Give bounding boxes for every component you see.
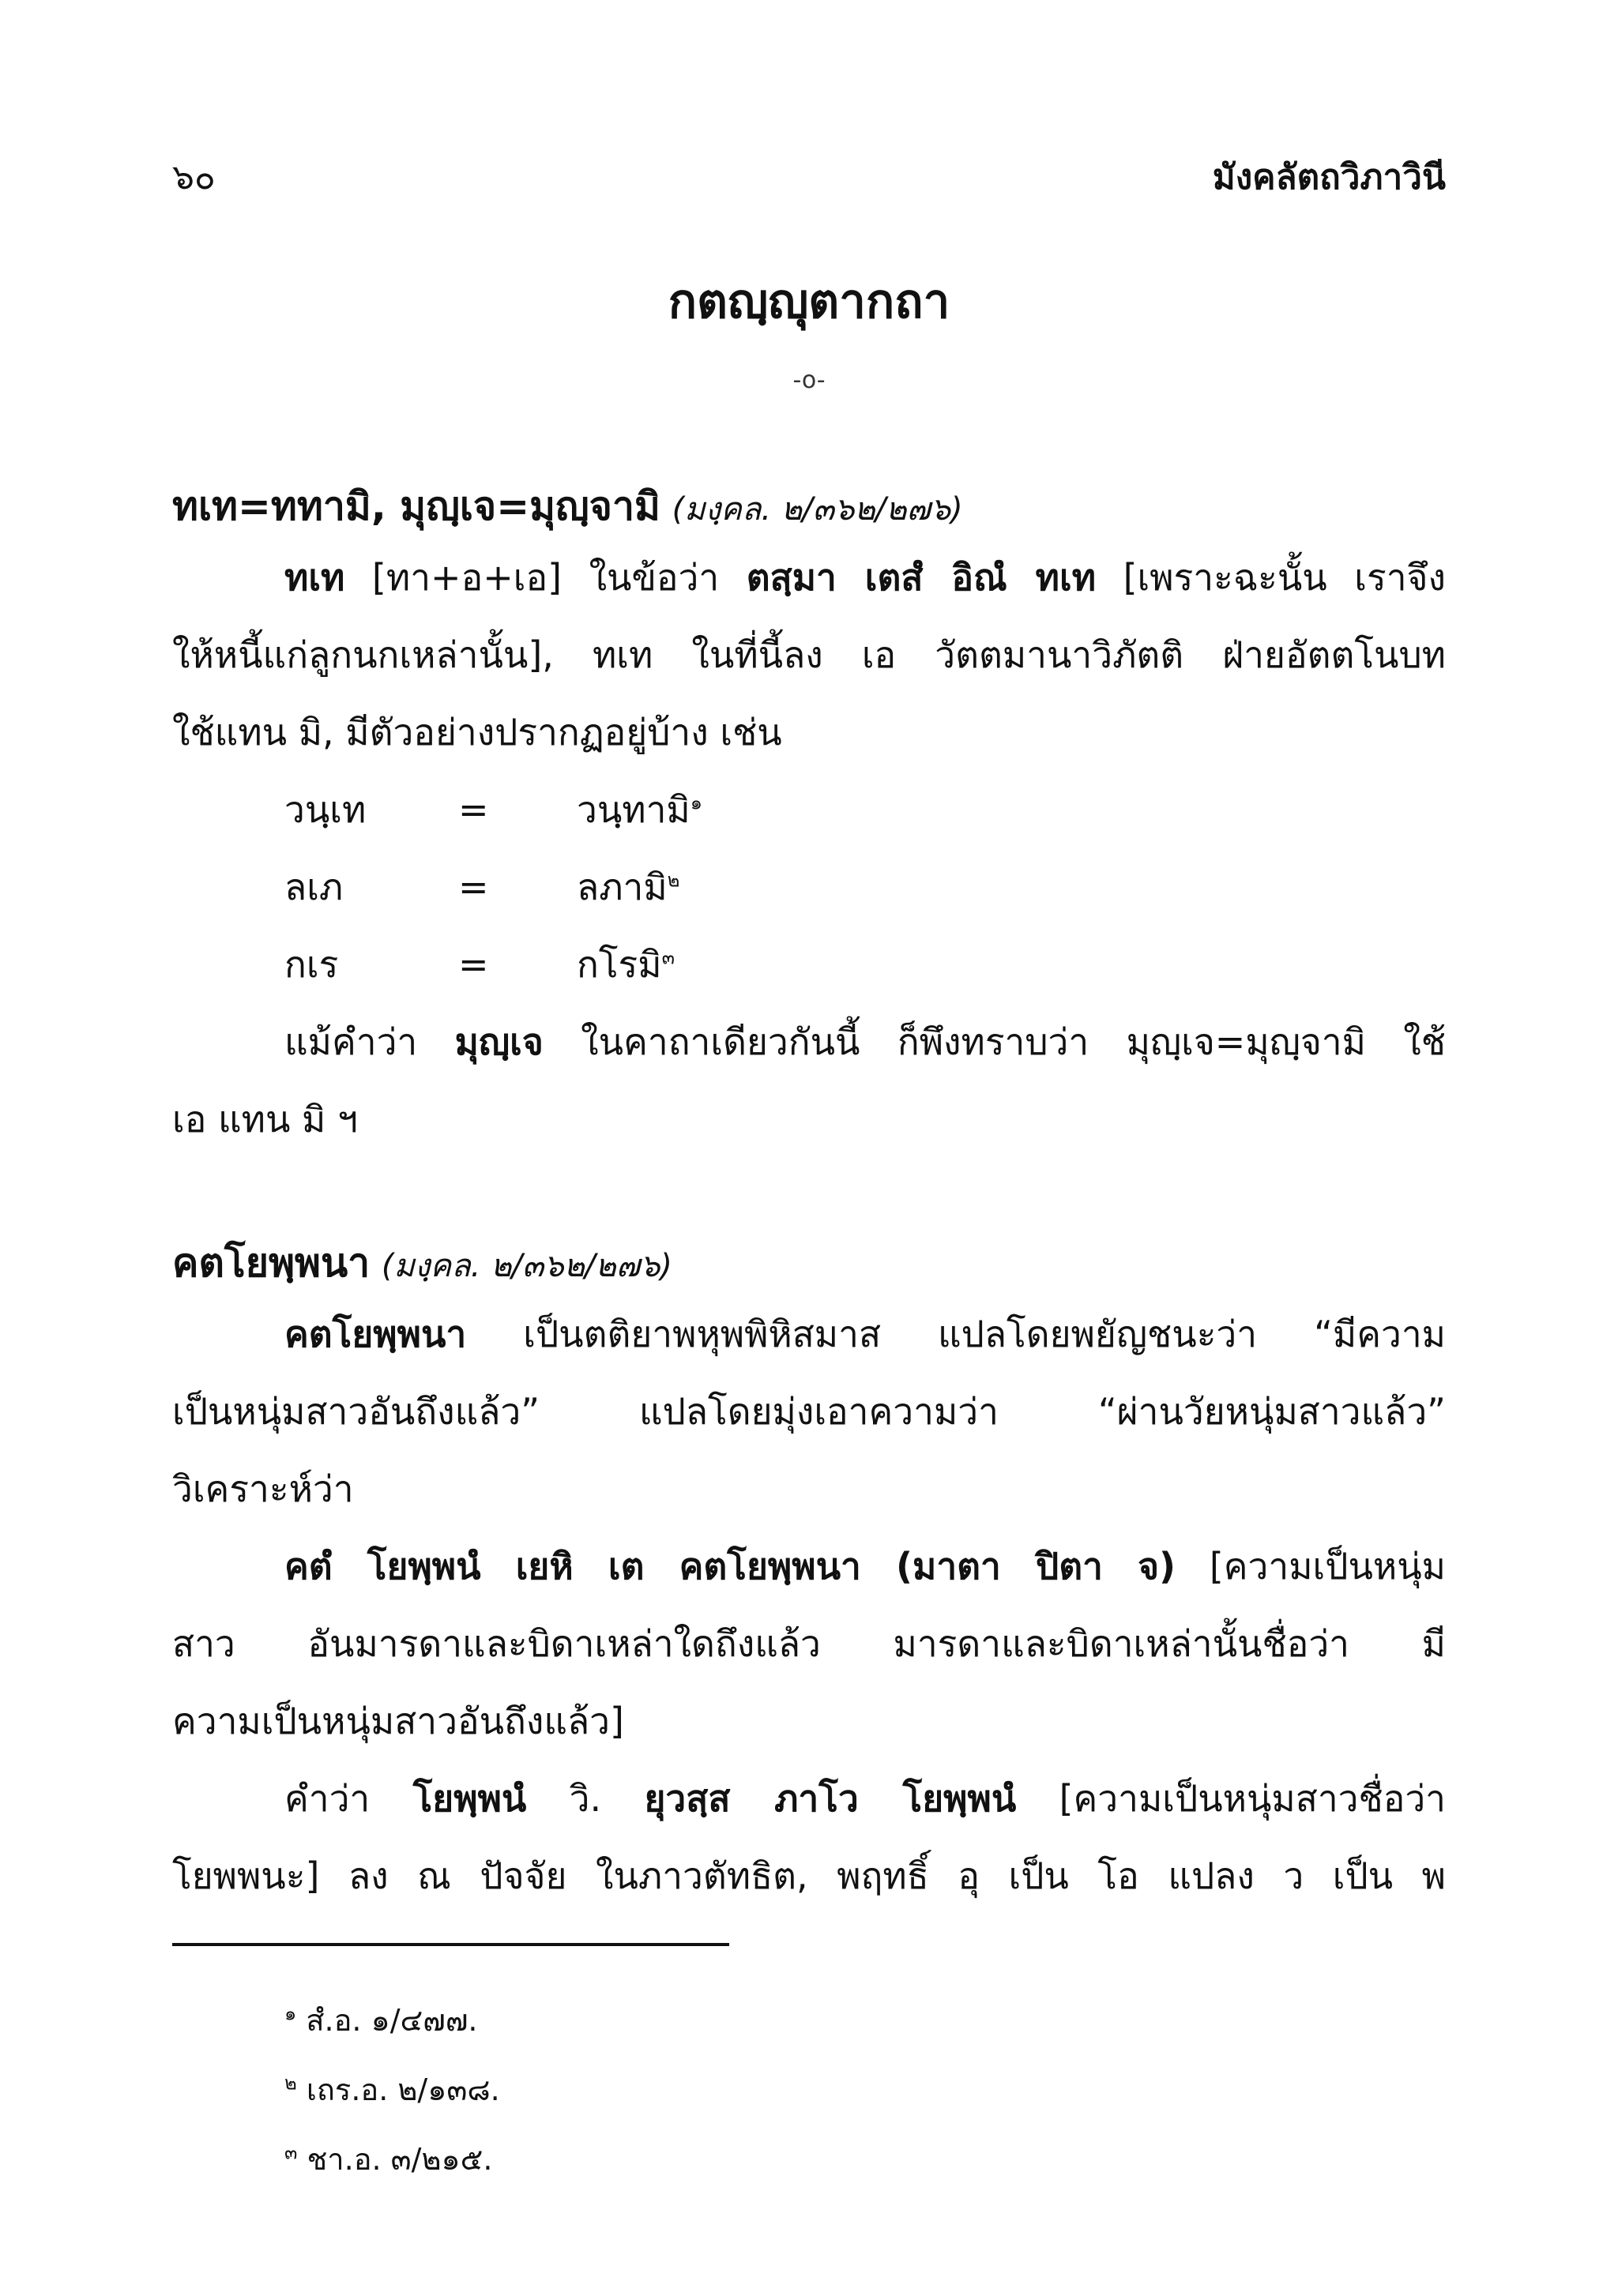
section2-p1-line1 (284, 1308, 1446, 1360)
section2-p1-line3: วิเคราะห์ว่า (172, 1467, 354, 1510)
text-run: [เพราะฉะนั้น เราจึง (1096, 556, 1446, 599)
footnote-rule (172, 1943, 729, 1946)
example-right-text: กโรมิ (577, 943, 662, 986)
example-left: ลเภ (284, 866, 344, 908)
text-run: ในคาถาเดียวกันนี้ ก็พึงทราบว่า มุญฺเจ=มุญฺจามิ ใช้ (543, 1020, 1446, 1063)
section1-p1-line3: ใช้แทน มิ, มีตัวอย่างปรากฏอยู่บ้าง เช่น (172, 711, 782, 753)
section2-p1-line2: เป็นหนุ่มสาวอันถึงแล้ว” แปลโดยมุ่งเอาความว่า “ผ่านวัยหนุ่มสาวแล้ว” (172, 1390, 1446, 1433)
section2-heading-ref: (มงฺคล. ๒/๓๖๒/๒๗๖) (381, 1248, 672, 1284)
chapter-title: กตญฺญุตากถา (668, 274, 950, 329)
example-eq: = (458, 866, 489, 908)
section1-p2-line2: เอ แทน มิ ฯ (172, 1098, 358, 1140)
section2-p3-line1 (284, 1772, 1446, 1824)
term-bold: ตสฺมา เตสํ อิณํ ทเท (746, 556, 1097, 599)
section1-p1-line1 (284, 551, 1446, 603)
section2-heading (172, 1237, 1446, 1292)
footnote-text: สํ.อ. ๑/๔๗๗. (296, 2003, 478, 2038)
term-bold: มุญฺเจ (454, 1020, 544, 1063)
text-run: เป็นตติยาพหุพพิหิสมาส แปลโดยพยัญชนะว่า “มีความ (466, 1313, 1446, 1355)
text-run: แม้คำว่า (284, 1020, 455, 1063)
footnote-ref: ๒ (667, 869, 680, 892)
example-left: กเร (284, 943, 339, 986)
section1-p1-line2: ให้หนี้แก่ลูกนกเหล่านั้น], ทเท ในที่นี้ลง เอ วัตตมานาวิภัตติ ฝ่ายอัตตโนบท (172, 633, 1446, 676)
section2-p2-line1 (284, 1540, 1446, 1592)
example-right (577, 861, 680, 913)
footnote-mark: ๑ (284, 2002, 297, 2025)
text-run: [ความเป็นหนุ่มสาวชื่อว่า (1016, 1777, 1446, 1820)
term-bold: คตํ โยพฺพนํ เยหิ เต คตโยพฺพนา (มาตา ปิตา จ) (284, 1545, 1176, 1588)
footnote-ref: ๑ (690, 791, 702, 814)
example-eq: = (458, 943, 489, 986)
example-right (577, 783, 702, 836)
example-right-text: วนฺทามิ (577, 788, 690, 831)
footnote-3 (284, 2137, 492, 2181)
title-separator: -o- (792, 366, 826, 394)
section2-heading-main: คตโยพฺพนา (172, 1240, 371, 1286)
section1-p2-line1 (284, 1016, 1446, 1068)
section2-p2-line2: สาว อันมารดาและบิดาเหล่าใดถึงแล้ว มารดาและบิดาเหล่านั้นชื่อว่า มี (172, 1622, 1446, 1665)
footnote-ref: ๓ (661, 946, 675, 969)
term-bold: ทเท (284, 556, 345, 599)
section1-heading-ref: (มงฺคล. ๒/๓๖๒/๒๗๖) (672, 491, 963, 528)
section2-p3-line2: โยพพนะ] ลง ณ ปัจจัย ในภาวตัทธิต, พฤทธิ์ อุ เป็น โอ แปลง ว เป็น พ (172, 1854, 1446, 1897)
page-number: ๖๐ (172, 157, 216, 197)
text-run: [ทา+อ+เอ] ในข้อว่า (344, 556, 747, 599)
text-run: คำว่า (284, 1777, 413, 1820)
text-run: [ความเป็นหนุ่ม (1176, 1545, 1446, 1588)
term-bold: ยุวสฺส ภาโว โยพฺพนํ (644, 1777, 1017, 1820)
term-bold: โยพฺพนํ (412, 1777, 527, 1820)
footnote-mark: ๓ (284, 2141, 298, 2164)
footnote-mark: ๒ (284, 2072, 297, 2095)
footnote-1 (284, 1998, 477, 2042)
example-eq: = (458, 788, 489, 831)
example-left: วนฺเท (284, 788, 367, 831)
section2-p2-line3: ความเป็นหนุ่มสาวอันถึงแล้ว] (172, 1700, 624, 1742)
footnote-text: ชา.อ. ๓/๒๑๕. (297, 2142, 493, 2177)
example-right (577, 938, 675, 990)
example-right-text: ลภามิ (577, 866, 668, 908)
section1-heading-main: ทเท=ททามิ, มุญฺเจ=มุญฺจามิ (172, 483, 660, 529)
book-title: มังคลัตถวิภาวินี (1212, 157, 1446, 197)
footnote-text: เถร.อ. ๒/๑๓๘. (296, 2072, 500, 2107)
text-run: วิ. (526, 1777, 645, 1820)
footnote-2 (284, 2068, 500, 2112)
term-bold: คตโยพฺพนา (284, 1313, 467, 1355)
section1-heading (172, 480, 1446, 535)
